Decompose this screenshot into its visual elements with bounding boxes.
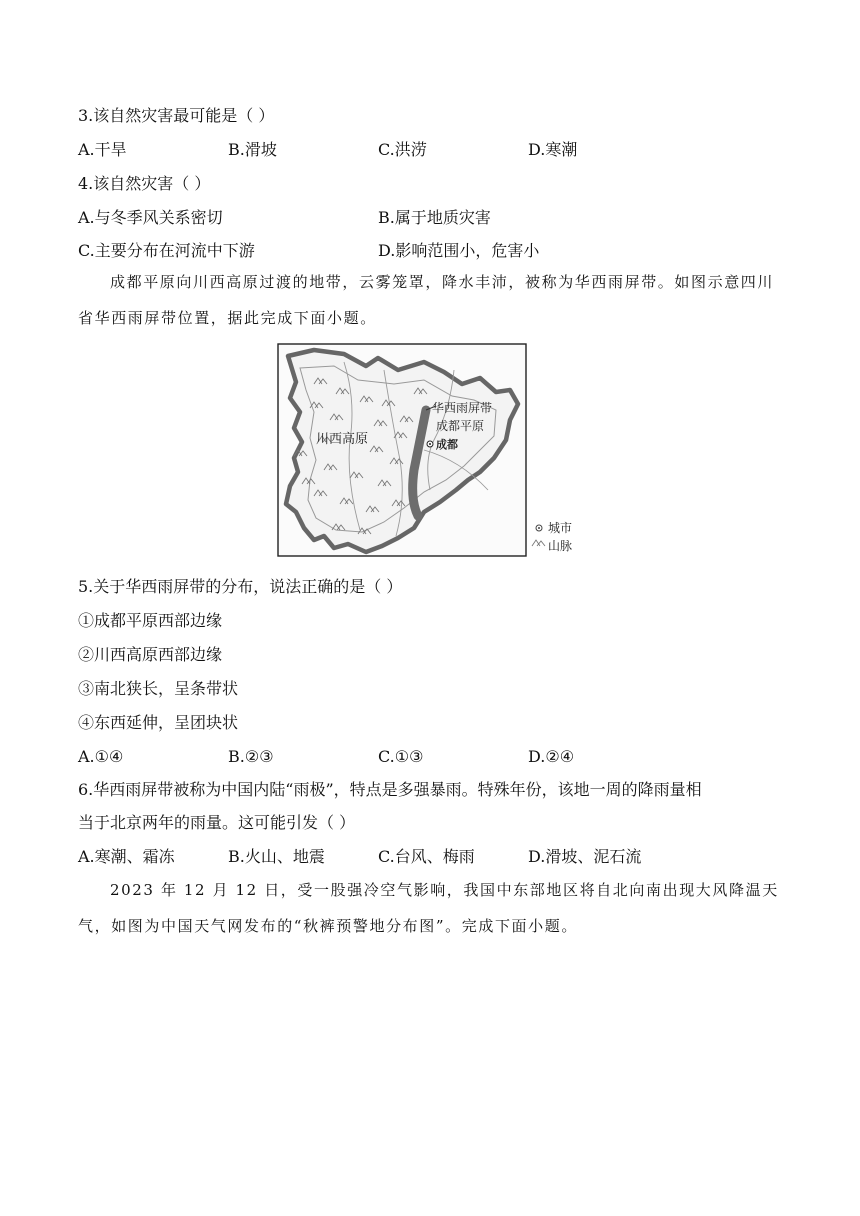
q3-option-d: D.寒潮 — [528, 140, 578, 159]
label-west-sichuan-plateau: 川西高原 — [316, 432, 369, 447]
q6-stem-line1: 6.华西雨屏带被称为中国内陆“雨极”，特点是多强暴雨。特殊年份，该地一周的降雨量相 — [78, 780, 702, 799]
q3-stem: 3.该自然灾害最可能是（ ） — [78, 106, 275, 125]
q5-option-d: D.②④ — [528, 747, 575, 766]
q4-option-a: A.与冬季风关系密切 — [78, 208, 223, 227]
q5-statement-4: ④东西延伸，呈团块状 — [78, 713, 239, 732]
q4-option-d: D.影响范围小，危害小 — [378, 241, 540, 260]
legend-mountain-label: 山脉 — [548, 539, 573, 553]
sichuan-rain-screen-map — [274, 340, 590, 562]
q5-statement-2: ②川西高原西部边缘 — [78, 645, 223, 664]
q3-option-a: A.干旱 — [78, 140, 127, 159]
q5-option-b: B.②③ — [228, 747, 274, 766]
label-chengdu-plain: 成都平原 — [436, 419, 485, 433]
label-chengdu: 成都 — [436, 438, 458, 451]
passage-cold-wave: 2023 年 12 月 12 日，受一股强冷空气影响，我国中东部地区将自北向南出现大风降温天气，如图为中国天气网发布的“秋裤预警地分布图”。完成下面小题。 — [78, 881, 779, 935]
q4-stem: 4.该自然灾害（ ） — [78, 174, 211, 193]
q3-option-b: B.滑坡 — [228, 140, 277, 159]
q5-stem: 5.关于华西雨屏带的分布，说法正确的是（ ） — [78, 577, 403, 596]
q3-option-c: C.洪涝 — [378, 140, 427, 159]
legend-mountain-icon — [532, 540, 545, 546]
q5-option-a: A.①④ — [78, 747, 124, 766]
q4-option-c: C.主要分布在河流中下游 — [78, 241, 255, 260]
passage-rain-screen: 成都平原向川西高原过渡的地带，云雾笼罩，降水丰沛，被称为华西雨屏带。如图示意四川省华西雨屏带位置，据此完成下面小题。 — [78, 273, 775, 327]
q5-statement-1: ①成都平原西部边缘 — [78, 611, 223, 630]
label-rain-screen-band: 华西雨屏带 — [432, 401, 493, 415]
q6-option-d: D.滑坡、泥石流 — [528, 847, 642, 866]
q4-option-b: B.属于地质灾害 — [378, 208, 491, 227]
q6-option-c: C.台风、梅雨 — [378, 847, 475, 866]
q5-statement-3: ③南北狭长，呈条带状 — [78, 679, 239, 698]
q5-option-c: C.①③ — [378, 747, 424, 766]
q6-option-b: B.火山、地震 — [228, 847, 325, 866]
q6-stem-line2: 当于北京两年的雨量。这可能引发（ ） — [78, 813, 356, 832]
legend-city-label: 城市 — [548, 521, 573, 535]
q6-option-a: A.寒潮、霜冻 — [78, 847, 175, 866]
